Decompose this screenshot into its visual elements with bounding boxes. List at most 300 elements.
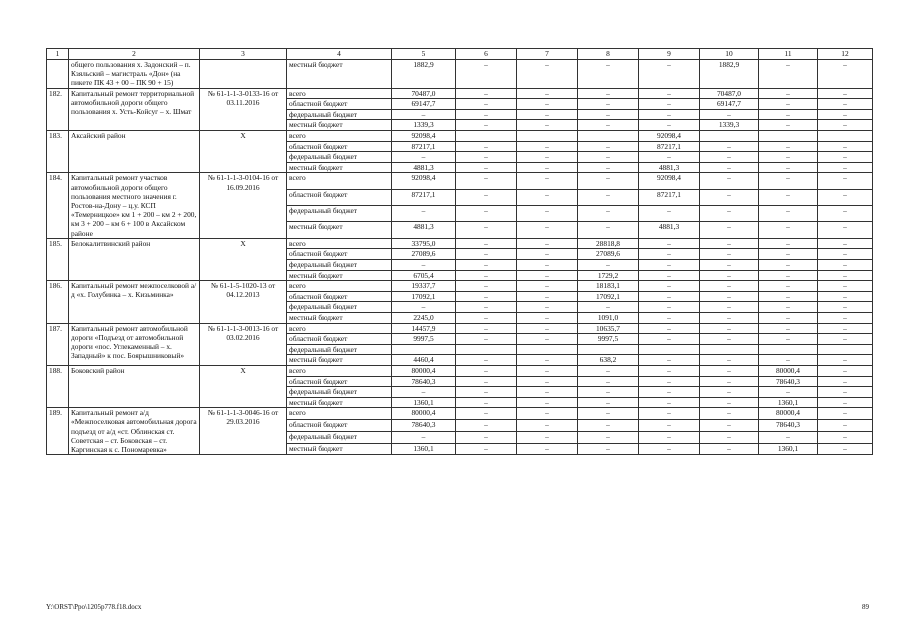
amount-cell: –	[639, 206, 700, 222]
amount-cell: –	[818, 60, 873, 89]
amount-cell: 78640,3	[392, 376, 456, 387]
amount-cell: –	[700, 443, 759, 455]
amount-cell: –	[639, 302, 700, 313]
amount-cell: –	[639, 397, 700, 408]
amount-cell: –	[517, 334, 578, 345]
amount-cell: 1360,1	[759, 443, 818, 455]
amount-cell: 87217,1	[392, 141, 456, 152]
amount-cell: 78640,3	[759, 420, 818, 432]
row-number	[47, 60, 69, 89]
funding-source: местный бюджет	[287, 443, 392, 455]
column-header: 11	[759, 49, 818, 60]
amount-cell: 6705,4	[392, 270, 456, 281]
amount-cell: –	[392, 206, 456, 222]
amount-cell: –	[517, 365, 578, 376]
amount-cell: –	[759, 189, 818, 205]
amount-cell: –	[759, 249, 818, 260]
amount-cell: –	[517, 397, 578, 408]
amount-cell: –	[456, 302, 517, 313]
amount-cell: –	[456, 259, 517, 270]
amount-cell: –	[700, 222, 759, 238]
amount-cell: –	[700, 365, 759, 376]
amount-cell: –	[759, 238, 818, 249]
funding-source: всего	[287, 323, 392, 334]
amount-cell: 4881,3	[392, 222, 456, 238]
amount-cell: –	[639, 291, 700, 302]
amount-cell: –	[456, 189, 517, 205]
amount-cell: –	[639, 270, 700, 281]
amount-cell	[700, 130, 759, 141]
funding-source: федеральный бюджет	[287, 152, 392, 163]
amount-cell: 87217,1	[639, 189, 700, 205]
amount-cell: –	[818, 291, 873, 302]
amount-cell: –	[578, 376, 639, 387]
amount-cell: –	[759, 281, 818, 292]
column-header: 8	[578, 49, 639, 60]
amount-cell: 2245,0	[392, 312, 456, 323]
amount-cell: –	[639, 88, 700, 99]
funding-source: местный бюджет	[287, 270, 392, 281]
amount-cell: –	[456, 291, 517, 302]
amount-cell: –	[456, 99, 517, 110]
amount-cell: –	[759, 270, 818, 281]
amount-cell: –	[639, 152, 700, 163]
row-number: 183.	[47, 130, 69, 172]
amount-cell: –	[759, 141, 818, 152]
funding-source: областной бюджет	[287, 99, 392, 110]
table-row	[47, 238, 873, 249]
amount-cell: 80000,4	[759, 365, 818, 376]
amount-cell: –	[517, 408, 578, 420]
amount-cell: 1360,1	[759, 397, 818, 408]
amount-cell: –	[517, 173, 578, 189]
amount-cell: –	[456, 206, 517, 222]
object-name: Капитальный ремонт участков автомобильной дороги общего пользования местного значения г. Ростов-на-Дону – ц.у. КСП «Темерницкое» км 1 + 200 – км 2 + 200, км 3 + 200 – км 6 + 100 в Аксайском районе	[69, 173, 200, 238]
amount-cell: –	[639, 238, 700, 249]
amount-cell: –	[818, 355, 873, 366]
amount-cell: –	[818, 387, 873, 398]
amount-cell: –	[578, 365, 639, 376]
amount-cell: –	[759, 222, 818, 238]
amount-cell: 80000,4	[392, 365, 456, 376]
amount-cell: –	[639, 365, 700, 376]
amount-cell: –	[639, 281, 700, 292]
amount-cell: –	[517, 88, 578, 99]
amount-cell: –	[639, 60, 700, 89]
amount-cell: –	[818, 259, 873, 270]
amount-cell: –	[639, 120, 700, 131]
funding-source: федеральный бюджет	[287, 387, 392, 398]
amount-cell: –	[700, 376, 759, 387]
amount-cell: –	[517, 238, 578, 249]
amount-cell: 1091,0	[578, 312, 639, 323]
amount-cell: 4881,3	[639, 222, 700, 238]
amount-cell: –	[639, 431, 700, 443]
column-header: 1	[47, 49, 69, 60]
column-header: 12	[818, 49, 873, 60]
object-name: Капитальный ремонт межпоселковой а/д «х. Голубинка – х. Кизьминка»	[69, 281, 200, 323]
amount-cell	[456, 130, 517, 141]
amount-cell	[818, 130, 873, 141]
amount-cell: –	[700, 281, 759, 292]
amount-cell: 69147,7	[700, 99, 759, 110]
amount-cell: –	[700, 408, 759, 420]
object-name: Капитальный ремонт территориальной автомобильной дороги общего пользования х. Усть-Койсуг – х. Шмат	[69, 88, 200, 130]
amount-cell: –	[818, 302, 873, 313]
amount-cell: –	[759, 60, 818, 89]
funding-source: всего	[287, 130, 392, 141]
amount-cell: –	[578, 141, 639, 152]
row-number: 186.	[47, 281, 69, 323]
amount-cell: –	[700, 431, 759, 443]
amount-cell: 87217,1	[392, 189, 456, 205]
object-name: Белокалитвинский район	[69, 238, 200, 280]
table-row	[47, 88, 873, 99]
row-number: 185.	[47, 238, 69, 280]
amount-cell: –	[759, 355, 818, 366]
amount-cell: –	[818, 222, 873, 238]
table-row	[47, 60, 873, 89]
amount-cell: –	[818, 249, 873, 260]
amount-cell: –	[700, 387, 759, 398]
amount-cell: 33795,0	[392, 238, 456, 249]
amount-cell: –	[517, 222, 578, 238]
amount-cell: –	[639, 355, 700, 366]
funding-source: областной бюджет	[287, 141, 392, 152]
expertise-document: № 61-1-1-3-0046-16 от 29.03.2016	[200, 408, 287, 455]
amount-cell: –	[818, 312, 873, 323]
amount-cell: –	[517, 323, 578, 334]
amount-cell: –	[700, 302, 759, 313]
file-path: Y:\ORST\Ppo\1205p778.f18.docx	[46, 603, 142, 611]
column-header: 10	[700, 49, 759, 60]
amount-cell: –	[818, 323, 873, 334]
amount-cell: –	[759, 334, 818, 345]
amount-cell: –	[700, 206, 759, 222]
amount-cell: –	[517, 355, 578, 366]
table-row	[47, 365, 873, 376]
amount-cell: –	[578, 152, 639, 163]
amount-cell: –	[392, 302, 456, 313]
funding-source: областной бюджет	[287, 376, 392, 387]
amount-cell: –	[456, 312, 517, 323]
amount-cell: –	[456, 443, 517, 455]
amount-cell: –	[818, 281, 873, 292]
document-page	[46, 48, 872, 455]
amount-cell: –	[759, 323, 818, 334]
amount-cell: –	[818, 270, 873, 281]
amount-cell: –	[818, 162, 873, 173]
amount-cell: 1882,9	[392, 60, 456, 89]
funding-source: всего	[287, 88, 392, 99]
amount-cell: –	[517, 60, 578, 89]
amount-cell: –	[639, 109, 700, 120]
expertise-document	[200, 60, 287, 89]
amount-cell: –	[456, 222, 517, 238]
amount-cell: –	[759, 259, 818, 270]
funding-source: всего	[287, 408, 392, 420]
amount-cell: –	[578, 222, 639, 238]
amount-cell: 1360,1	[392, 397, 456, 408]
amount-cell: –	[578, 99, 639, 110]
amount-cell: –	[639, 376, 700, 387]
column-header: 7	[517, 49, 578, 60]
amount-cell: 78640,3	[759, 376, 818, 387]
amount-cell: –	[700, 312, 759, 323]
funding-source: областной бюджет	[287, 291, 392, 302]
column-header: 6	[456, 49, 517, 60]
amount-cell: –	[578, 302, 639, 313]
column-header: 3	[200, 49, 287, 60]
funding-source: областной бюджет	[287, 249, 392, 260]
amount-cell: –	[759, 109, 818, 120]
amount-cell: –	[759, 312, 818, 323]
amount-cell: 1882,9	[700, 60, 759, 89]
object-name: общего пользования х. Задонский – п. Кзяльский – магистраль «Дон» (на пикете ПК 43 + 00 – ПК 90 + 15)	[69, 60, 200, 89]
amount-cell: –	[639, 99, 700, 110]
amount-cell: –	[759, 431, 818, 443]
funding-source: всего	[287, 281, 392, 292]
amount-cell: –	[818, 431, 873, 443]
amount-cell: –	[456, 249, 517, 260]
amount-cell: –	[578, 109, 639, 120]
amount-cell: –	[578, 431, 639, 443]
amount-cell: –	[456, 408, 517, 420]
amount-cell: –	[578, 162, 639, 173]
amount-cell: –	[392, 259, 456, 270]
amount-cell: –	[818, 88, 873, 99]
amount-cell	[818, 344, 873, 355]
amount-cell: –	[818, 189, 873, 205]
amount-cell: –	[578, 60, 639, 89]
amount-cell: –	[759, 99, 818, 110]
amount-cell: –	[759, 173, 818, 189]
amount-cell: –	[818, 120, 873, 131]
row-number: 188.	[47, 365, 69, 407]
amount-cell	[759, 344, 818, 355]
amount-cell: 1339,3	[700, 120, 759, 131]
amount-cell: –	[818, 238, 873, 249]
amount-cell: –	[578, 397, 639, 408]
amount-cell: –	[392, 431, 456, 443]
amount-cell: 92098,4	[392, 173, 456, 189]
amount-cell: –	[456, 397, 517, 408]
amount-cell: –	[639, 387, 700, 398]
amount-cell: 638,2	[578, 355, 639, 366]
amount-cell: –	[517, 431, 578, 443]
amount-cell: –	[456, 323, 517, 334]
funding-source: всего	[287, 238, 392, 249]
amount-cell: –	[392, 109, 456, 120]
amount-cell: –	[517, 99, 578, 110]
funding-source: местный бюджет	[287, 120, 392, 131]
amount-cell	[392, 344, 456, 355]
amount-cell: –	[759, 302, 818, 313]
amount-cell: 4881,3	[639, 162, 700, 173]
amount-cell: –	[456, 365, 517, 376]
amount-cell: –	[456, 141, 517, 152]
table-row	[47, 408, 873, 420]
amount-cell: –	[517, 206, 578, 222]
amount-cell: –	[517, 291, 578, 302]
amount-cell: 19337,7	[392, 281, 456, 292]
amount-cell: 27089,6	[578, 249, 639, 260]
amount-cell: –	[456, 270, 517, 281]
amount-cell: –	[517, 387, 578, 398]
amount-cell: –	[517, 152, 578, 163]
amount-cell: –	[818, 152, 873, 163]
amount-cell: –	[639, 443, 700, 455]
amount-cell: –	[818, 141, 873, 152]
amount-cell: –	[639, 323, 700, 334]
amount-cell: –	[456, 109, 517, 120]
amount-cell: –	[639, 334, 700, 345]
amount-cell: –	[578, 259, 639, 270]
amount-cell: 28818,8	[578, 238, 639, 249]
amount-cell: –	[818, 365, 873, 376]
amount-cell	[517, 130, 578, 141]
funding-source: федеральный бюджет	[287, 206, 392, 222]
amount-cell: –	[818, 109, 873, 120]
amount-cell: –	[517, 109, 578, 120]
amount-cell: –	[456, 334, 517, 345]
amount-cell: –	[700, 259, 759, 270]
expertise-document: Х	[200, 130, 287, 172]
amount-cell: –	[700, 420, 759, 432]
object-name: Аксайский район	[69, 130, 200, 172]
table-row	[47, 323, 873, 334]
column-header: 4	[287, 49, 392, 60]
amount-cell: –	[818, 173, 873, 189]
table-body	[47, 60, 873, 455]
column-header: 5	[392, 49, 456, 60]
amount-cell: 92098,4	[639, 130, 700, 141]
amount-cell: –	[517, 141, 578, 152]
amount-cell: –	[700, 109, 759, 120]
amount-cell: 87217,1	[639, 141, 700, 152]
amount-cell: –	[456, 120, 517, 131]
table-row	[47, 173, 873, 189]
amount-cell: 9997,5	[578, 334, 639, 345]
amount-cell: 4881,3	[392, 162, 456, 173]
amount-cell: 1360,1	[392, 443, 456, 455]
funding-source: областной бюджет	[287, 334, 392, 345]
amount-cell: –	[578, 387, 639, 398]
amount-cell: –	[456, 173, 517, 189]
amount-cell: –	[700, 162, 759, 173]
amount-cell: –	[517, 281, 578, 292]
amount-cell: –	[639, 420, 700, 432]
amount-cell: –	[517, 270, 578, 281]
amount-cell: –	[700, 334, 759, 345]
amount-cell: –	[578, 120, 639, 131]
amount-cell: –	[639, 408, 700, 420]
amount-cell: –	[517, 259, 578, 270]
amount-cell: 80000,4	[759, 408, 818, 420]
amount-cell: –	[700, 291, 759, 302]
amount-cell: –	[639, 312, 700, 323]
amount-cell	[517, 344, 578, 355]
amount-cell: 69147,7	[392, 99, 456, 110]
amount-cell	[578, 344, 639, 355]
amount-cell: –	[818, 334, 873, 345]
amount-cell: 9997,5	[392, 334, 456, 345]
amount-cell: –	[700, 141, 759, 152]
amount-cell: 1729,2	[578, 270, 639, 281]
amount-cell: –	[456, 420, 517, 432]
amount-cell: –	[700, 238, 759, 249]
expertise-document: № 61-1-1-3-0104-16 от 16.09.2016	[200, 173, 287, 238]
object-name: Боковский район	[69, 365, 200, 407]
amount-cell: –	[578, 173, 639, 189]
amount-cell: –	[818, 408, 873, 420]
object-name: Капитальный ремонт а/д «Межпоселковая автомобильная дорога подъезд от а/д «ст. Облинская ст. Советская – ст. Боковская – ст. Каргинская к с. Пономаревка»	[69, 408, 200, 455]
funding-source: федеральный бюджет	[287, 344, 392, 355]
amount-cell: –	[578, 443, 639, 455]
amount-cell: –	[517, 443, 578, 455]
amount-cell: –	[700, 249, 759, 260]
amount-cell: –	[578, 189, 639, 205]
amount-cell: –	[578, 408, 639, 420]
amount-cell: –	[818, 99, 873, 110]
amount-cell	[456, 344, 517, 355]
amount-cell: 92098,4	[639, 173, 700, 189]
amount-cell: –	[759, 152, 818, 163]
amount-cell: –	[700, 173, 759, 189]
amount-cell: –	[517, 312, 578, 323]
amount-cell: –	[517, 189, 578, 205]
amount-cell: –	[517, 376, 578, 387]
amount-cell: 70487,0	[700, 88, 759, 99]
amount-cell	[759, 130, 818, 141]
amount-cell: –	[456, 387, 517, 398]
expertise-document: № 61-1-1-3-0133-16 от 03.11.2016	[200, 88, 287, 130]
funding-source: федеральный бюджет	[287, 431, 392, 443]
amount-cell	[700, 344, 759, 355]
column-number-header	[47, 49, 873, 60]
amount-cell: –	[639, 249, 700, 260]
amount-cell: –	[456, 152, 517, 163]
column-header: 2	[69, 49, 200, 60]
amount-cell: –	[578, 206, 639, 222]
amount-cell: –	[578, 88, 639, 99]
amount-cell: –	[818, 376, 873, 387]
amount-cell: –	[700, 397, 759, 408]
page-number: 89	[862, 603, 869, 611]
funding-source: всего	[287, 365, 392, 376]
budget-table	[46, 48, 873, 455]
expertise-document: № 61-1-1-3-0013-16 от 03.02.2016	[200, 323, 287, 365]
amount-cell: 92098,4	[392, 130, 456, 141]
amount-cell: –	[759, 162, 818, 173]
funding-source: местный бюджет	[287, 162, 392, 173]
amount-cell: –	[700, 323, 759, 334]
amount-cell: 17092,1	[392, 291, 456, 302]
amount-cell: –	[456, 88, 517, 99]
funding-source: областной бюджет	[287, 189, 392, 205]
amount-cell: –	[818, 397, 873, 408]
amount-cell: –	[759, 206, 818, 222]
amount-cell: –	[818, 206, 873, 222]
table-row	[47, 130, 873, 141]
expertise-document: Х	[200, 365, 287, 407]
amount-cell: –	[759, 120, 818, 131]
amount-cell: 27089,6	[392, 249, 456, 260]
amount-cell: 78640,3	[392, 420, 456, 432]
table-row	[47, 281, 873, 292]
amount-cell: –	[456, 238, 517, 249]
funding-source: местный бюджет	[287, 312, 392, 323]
